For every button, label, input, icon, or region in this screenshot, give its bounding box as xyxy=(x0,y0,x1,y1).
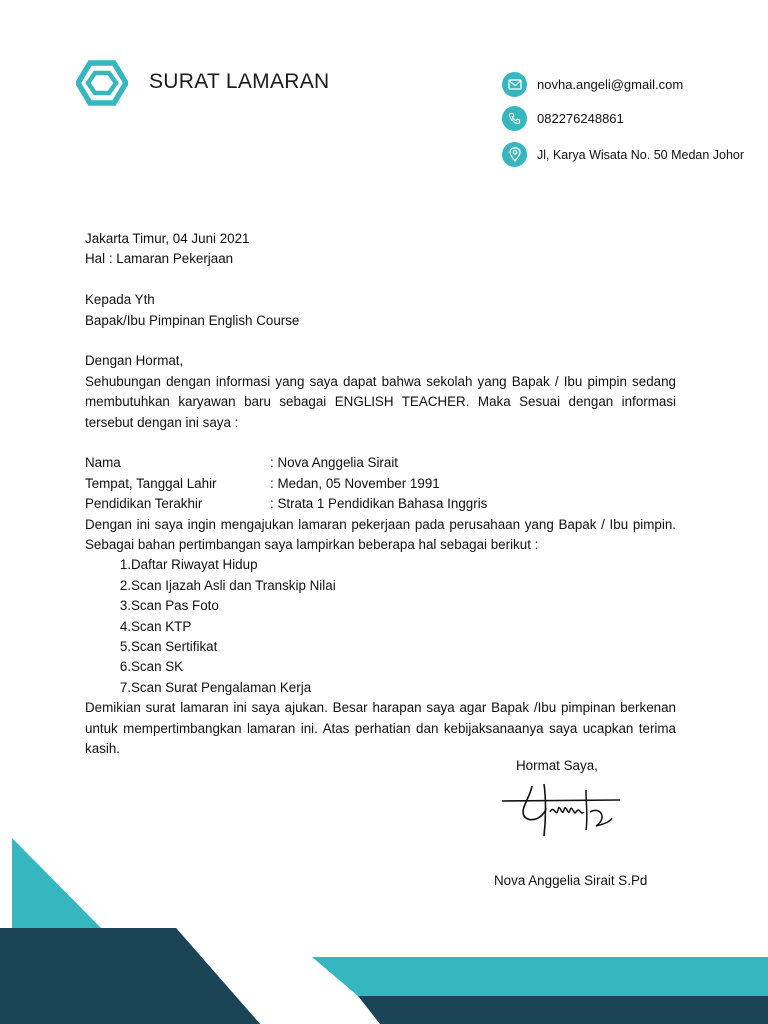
phone-text: 082276248861 xyxy=(537,111,624,126)
hexagon-logo-icon xyxy=(76,60,128,106)
list-item xyxy=(85,576,676,596)
phone-icon xyxy=(502,106,527,131)
list-text: Scan Sertifikat xyxy=(131,639,218,655)
attachment-list xyxy=(85,555,676,698)
list-text: Scan Surat Pengalaman Kerja xyxy=(131,679,312,695)
detail-label: Tempat, Tanggal Lahir xyxy=(85,475,217,491)
detail-row-education xyxy=(85,494,676,514)
list-item xyxy=(85,555,676,575)
detail-row-birth xyxy=(85,474,676,494)
place-date: Jakarta Timur, 04 Juni 2021 xyxy=(85,231,250,246)
detail-value: : Medan, 05 November 1991 xyxy=(270,475,440,491)
email-text: novha.angeli@gmail.com xyxy=(537,77,684,92)
list-number: 3. xyxy=(119,598,131,614)
list-text: Scan Pas Foto xyxy=(131,598,219,614)
subject-line: Hal : Lamaran Pekerjaan xyxy=(85,251,234,267)
contact-address xyxy=(502,142,744,167)
application-paragraph: Dengan ini saya ingin mengajukan lamaran pekerjaan pada perusahaan yang Bapak / Ibu pimpin. Sebagai bahan pertimbangan saya lampirkan beberapa hal sebagai berikut : xyxy=(85,516,676,553)
list-item xyxy=(85,596,676,616)
recipient-line-1: Kepada Yth xyxy=(85,292,155,308)
detail-label: Nama xyxy=(85,455,121,471)
list-text: Scan Ijazah Asli dan Transkip Nilai xyxy=(131,577,336,593)
list-number: 4. xyxy=(119,618,131,634)
location-pin-icon xyxy=(502,142,527,167)
list-item xyxy=(85,617,676,637)
list-number: 2. xyxy=(119,577,131,593)
address-text: Jl, Karya Wisata No. 50 Medan Johor xyxy=(537,147,745,162)
list-text: Scan KTP xyxy=(131,618,192,634)
mail-icon xyxy=(502,72,527,97)
list-number: 1. xyxy=(119,557,131,573)
letter-body xyxy=(85,229,676,760)
document-title: SURAT LAMARAN xyxy=(149,70,330,93)
closing-paragraph: Demikian surat lamaran ini saya ajukan. Besar harapan saya agar Bapak /Ibu pimpinan berkenan untuk mempertimbangkan lamaran ini. Atas perhatian dan kebijaksanaanya saya ucapkan terima kasih. xyxy=(85,700,676,757)
list-text: Scan SK xyxy=(131,659,184,675)
intro-paragraph: Sehubungan dengan informasi yang saya dapat bahwa sekolah yang Bapak / Ibu pimpin sedang membutuhkan karyawan baru sebagai ENGLISH TEACHER. Maka Sesuai dengan informasi tersebut dengan ini saya : xyxy=(85,373,676,430)
regards-text: Hormat Saya, xyxy=(516,758,598,773)
list-item xyxy=(85,657,676,677)
list-text: Daftar Riwayat Hidup xyxy=(131,557,258,573)
greeting: Dengan Hormat, xyxy=(85,353,184,369)
contact-email xyxy=(502,72,683,97)
list-number: 7. xyxy=(119,679,131,695)
detail-value: : Nova Anggelia Sirait xyxy=(270,455,399,471)
recipient-line-2: Bapak/Ibu Pimpinan English Course xyxy=(85,312,300,328)
signer-name: Nova Anggelia Sirait S.Pd xyxy=(494,873,648,888)
list-number: 5. xyxy=(119,639,131,655)
list-number: 6. xyxy=(119,659,131,675)
list-item xyxy=(85,678,676,698)
detail-value: : Strata 1 Pendidikan Bahasa Inggris xyxy=(270,496,488,512)
contact-phone xyxy=(502,106,624,131)
detail-row-name xyxy=(85,453,676,473)
detail-label: Pendidikan Terakhir xyxy=(85,496,203,512)
list-item xyxy=(85,637,676,657)
footer-decoration xyxy=(0,820,768,1024)
